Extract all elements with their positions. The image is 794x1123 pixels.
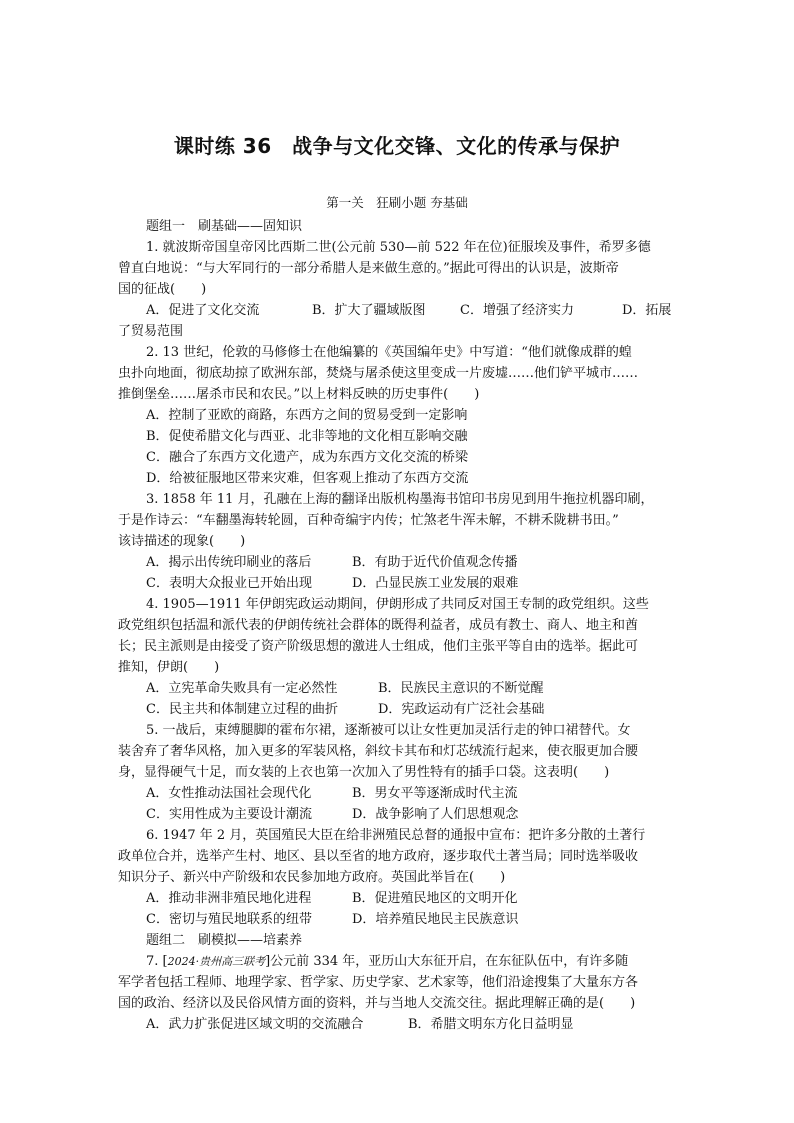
question-text: 曾直白地说：“与大军同行的一部分希腊人是来做生意的。”据此可得出的认识是，波斯帝 <box>118 261 619 276</box>
option-c: C．表明大众报业已开始出现 <box>146 576 312 591</box>
option-b: B．有助于近代价值观念传播 <box>352 555 518 570</box>
option-d: D．给被征服地区带来灾难，但客观上推动了东西方交流 <box>146 471 469 486</box>
question-1 <box>118 237 680 342</box>
question-text-rest: ]公元前 334 年，亚历山大东征开启，在东征队伍中，有许多随 <box>265 954 629 969</box>
answer-options <box>118 804 680 825</box>
question-text: 推知，伊朗( ) <box>118 660 220 675</box>
page-title: 课时练 36 战争与文化交锋、文化的传承与保护 <box>173 134 621 158</box>
section-header: 第一关 狂刷小题 夯基础 <box>326 195 468 210</box>
option-b: B．希腊文明东方化日益明显 <box>408 1017 574 1032</box>
question-text: 6. 1947 年 2 月，英国殖民大臣在给非洲殖民总督的通报中宣布：把许多分散的土著行 <box>146 828 646 843</box>
answer-options <box>118 300 680 321</box>
option-a: A．促进了文化交流 <box>146 303 260 318</box>
question-3 <box>118 489 680 594</box>
question-text: 4. 1905—1911 年伊朗宪政运动期间，伊朗形成了共同反对国王专制的政党组织。这些 <box>146 597 649 612</box>
option-d: D．拓展 <box>622 303 672 318</box>
question-text <box>118 951 680 972</box>
answer-options <box>118 909 680 930</box>
option-d: D．培养殖民地民主民族意识 <box>352 912 519 927</box>
question-text: 知识分子、新兴中产阶级和农民参加地方政府。英国此举旨在( ) <box>118 870 506 885</box>
answer-options <box>118 1014 680 1035</box>
option-b: B．促进殖民地区的文明开化 <box>352 891 518 906</box>
answer-options <box>118 699 680 720</box>
option-c: C．增强了经济实力 <box>460 303 574 318</box>
question-text: 国的政治、经济以及民俗风情方面的资料，并与当地人交流交往。据此理解正确的是( ) <box>118 996 636 1011</box>
question-text: 3. 1858 年 11 月，孔融在上海的翻译出版机构墨海书馆印书房见到用牛拖拉机器印刷， <box>146 492 654 507</box>
question-5 <box>118 720 680 825</box>
answer-options <box>118 783 680 804</box>
question-text: 长；民主派则是由接受了资产阶级思想的激进人士组成，他们主张平等自由的选举。据此可 <box>118 639 639 654</box>
question-text: 1. 就波斯帝国皇帝冈比西斯二世(公元前 530—前 522 年在位)征服埃及事件，希罗多德 <box>146 240 651 255</box>
option-a: A．女性推动法国社会现代化 <box>146 786 312 801</box>
option-b: B．男女平等逐渐成时代主流 <box>352 786 518 801</box>
question-text: 国的征战( ) <box>118 282 207 297</box>
question-2 <box>118 342 680 489</box>
option-d: D．战争影响了人们思想观念 <box>352 807 519 822</box>
option-b: B．促使希腊文化与西亚、北非等地的文化相互影响交融 <box>146 429 468 444</box>
question-text: 政党组织包括温和派代表的伊朗传统社会群体的既得利益者，成员有教士、商人、地主和酋 <box>118 618 639 633</box>
question-text: 推倒堡垒……屠杀市民和农民。”以上材料反映的历史事件( ) <box>118 387 480 402</box>
answer-options <box>118 552 680 573</box>
question-text: 身，显得硬气十足，而女装的上衣也第一次加入了男性特有的插手口袋。这表明( ) <box>118 765 610 780</box>
option-c: C．民主共和体制建立过程的曲折 <box>146 702 338 717</box>
question-4 <box>118 594 680 720</box>
group-label: 题组一 刷基础——固知识 <box>146 219 303 234</box>
question-text: 装舍弃了奢华风格，加入更多的军装风格，斜纹卡其布和灯芯绒流行起来，使衣服更加合腰 <box>118 744 639 759</box>
option-a: A．武力扩张促进区域文明的交流融合 <box>146 1017 364 1032</box>
question-text: 2. 13 世纪，伦敦的马修修士在他编纂的《英国编年史》中写道：“他们就像成群的蝗 <box>146 345 632 360</box>
question-source: 2024·贵州高三联考 <box>167 955 266 968</box>
option-b: B．扩大了疆域版图 <box>312 303 426 318</box>
question-text: 5. 一战后，束缚腿脚的霍布尔裙，逐渐被可以让女性更加灵活行走的钟口裙替代。女 <box>146 723 631 738</box>
question-text: 军学者包括工程师、地理学家、哲学家、历史学家、艺术家等，他们沿途搜集了大量东方各 <box>118 975 639 990</box>
option-c: C．实用性成为主要设计潮流 <box>146 807 312 822</box>
option-c: C．密切与殖民地联系的纽带 <box>146 912 312 927</box>
question-6 <box>118 825 680 930</box>
question-text: 于是作诗云：“车翻墨海转轮圆，百种奇编宇内传；忙煞老牛浑未解，不耕禾陇耕书田。” <box>118 513 619 528</box>
option-d: D．凸显民族工业发展的艰难 <box>352 576 519 591</box>
option-a: A．控制了亚欧的商路，东西方之间的贸易受到一定影响 <box>146 408 468 423</box>
answer-options <box>118 573 680 594</box>
option-b: B．民族民主意识的不断觉醒 <box>378 681 544 696</box>
question-number: 7. [ <box>146 954 168 969</box>
option-d: D．宪政运动有广泛社会基础 <box>378 702 545 717</box>
question-text: 政单位合并，选举产生村、地区、县以至省的地方政府，逐步取代土著当局；同时选举吸收 <box>118 849 639 864</box>
answer-options <box>118 888 680 909</box>
answer-options <box>118 678 680 699</box>
document-body <box>118 216 680 1035</box>
question-7 <box>118 951 680 1035</box>
option-a: A．揭示出传统印刷业的落后 <box>146 555 312 570</box>
question-text: 虫扑向地面，彻底劫掠了欧洲东部，焚烧与屠杀使这里变成一片废墟……他们铲平城市…… <box>118 366 639 381</box>
option-d-continued: 了贸易范围 <box>118 324 184 339</box>
group-label: 题组二 刷模拟——培素养 <box>146 933 303 948</box>
option-a: A．立宪革命失败具有一定必然性 <box>146 681 338 696</box>
option-a: A．推动非洲非殖民地化进程 <box>146 891 312 906</box>
question-text: 该诗描述的现象( ) <box>118 534 246 549</box>
option-c: C．融合了东西方文化遗产，成为东西方文化交流的桥梁 <box>146 450 468 465</box>
